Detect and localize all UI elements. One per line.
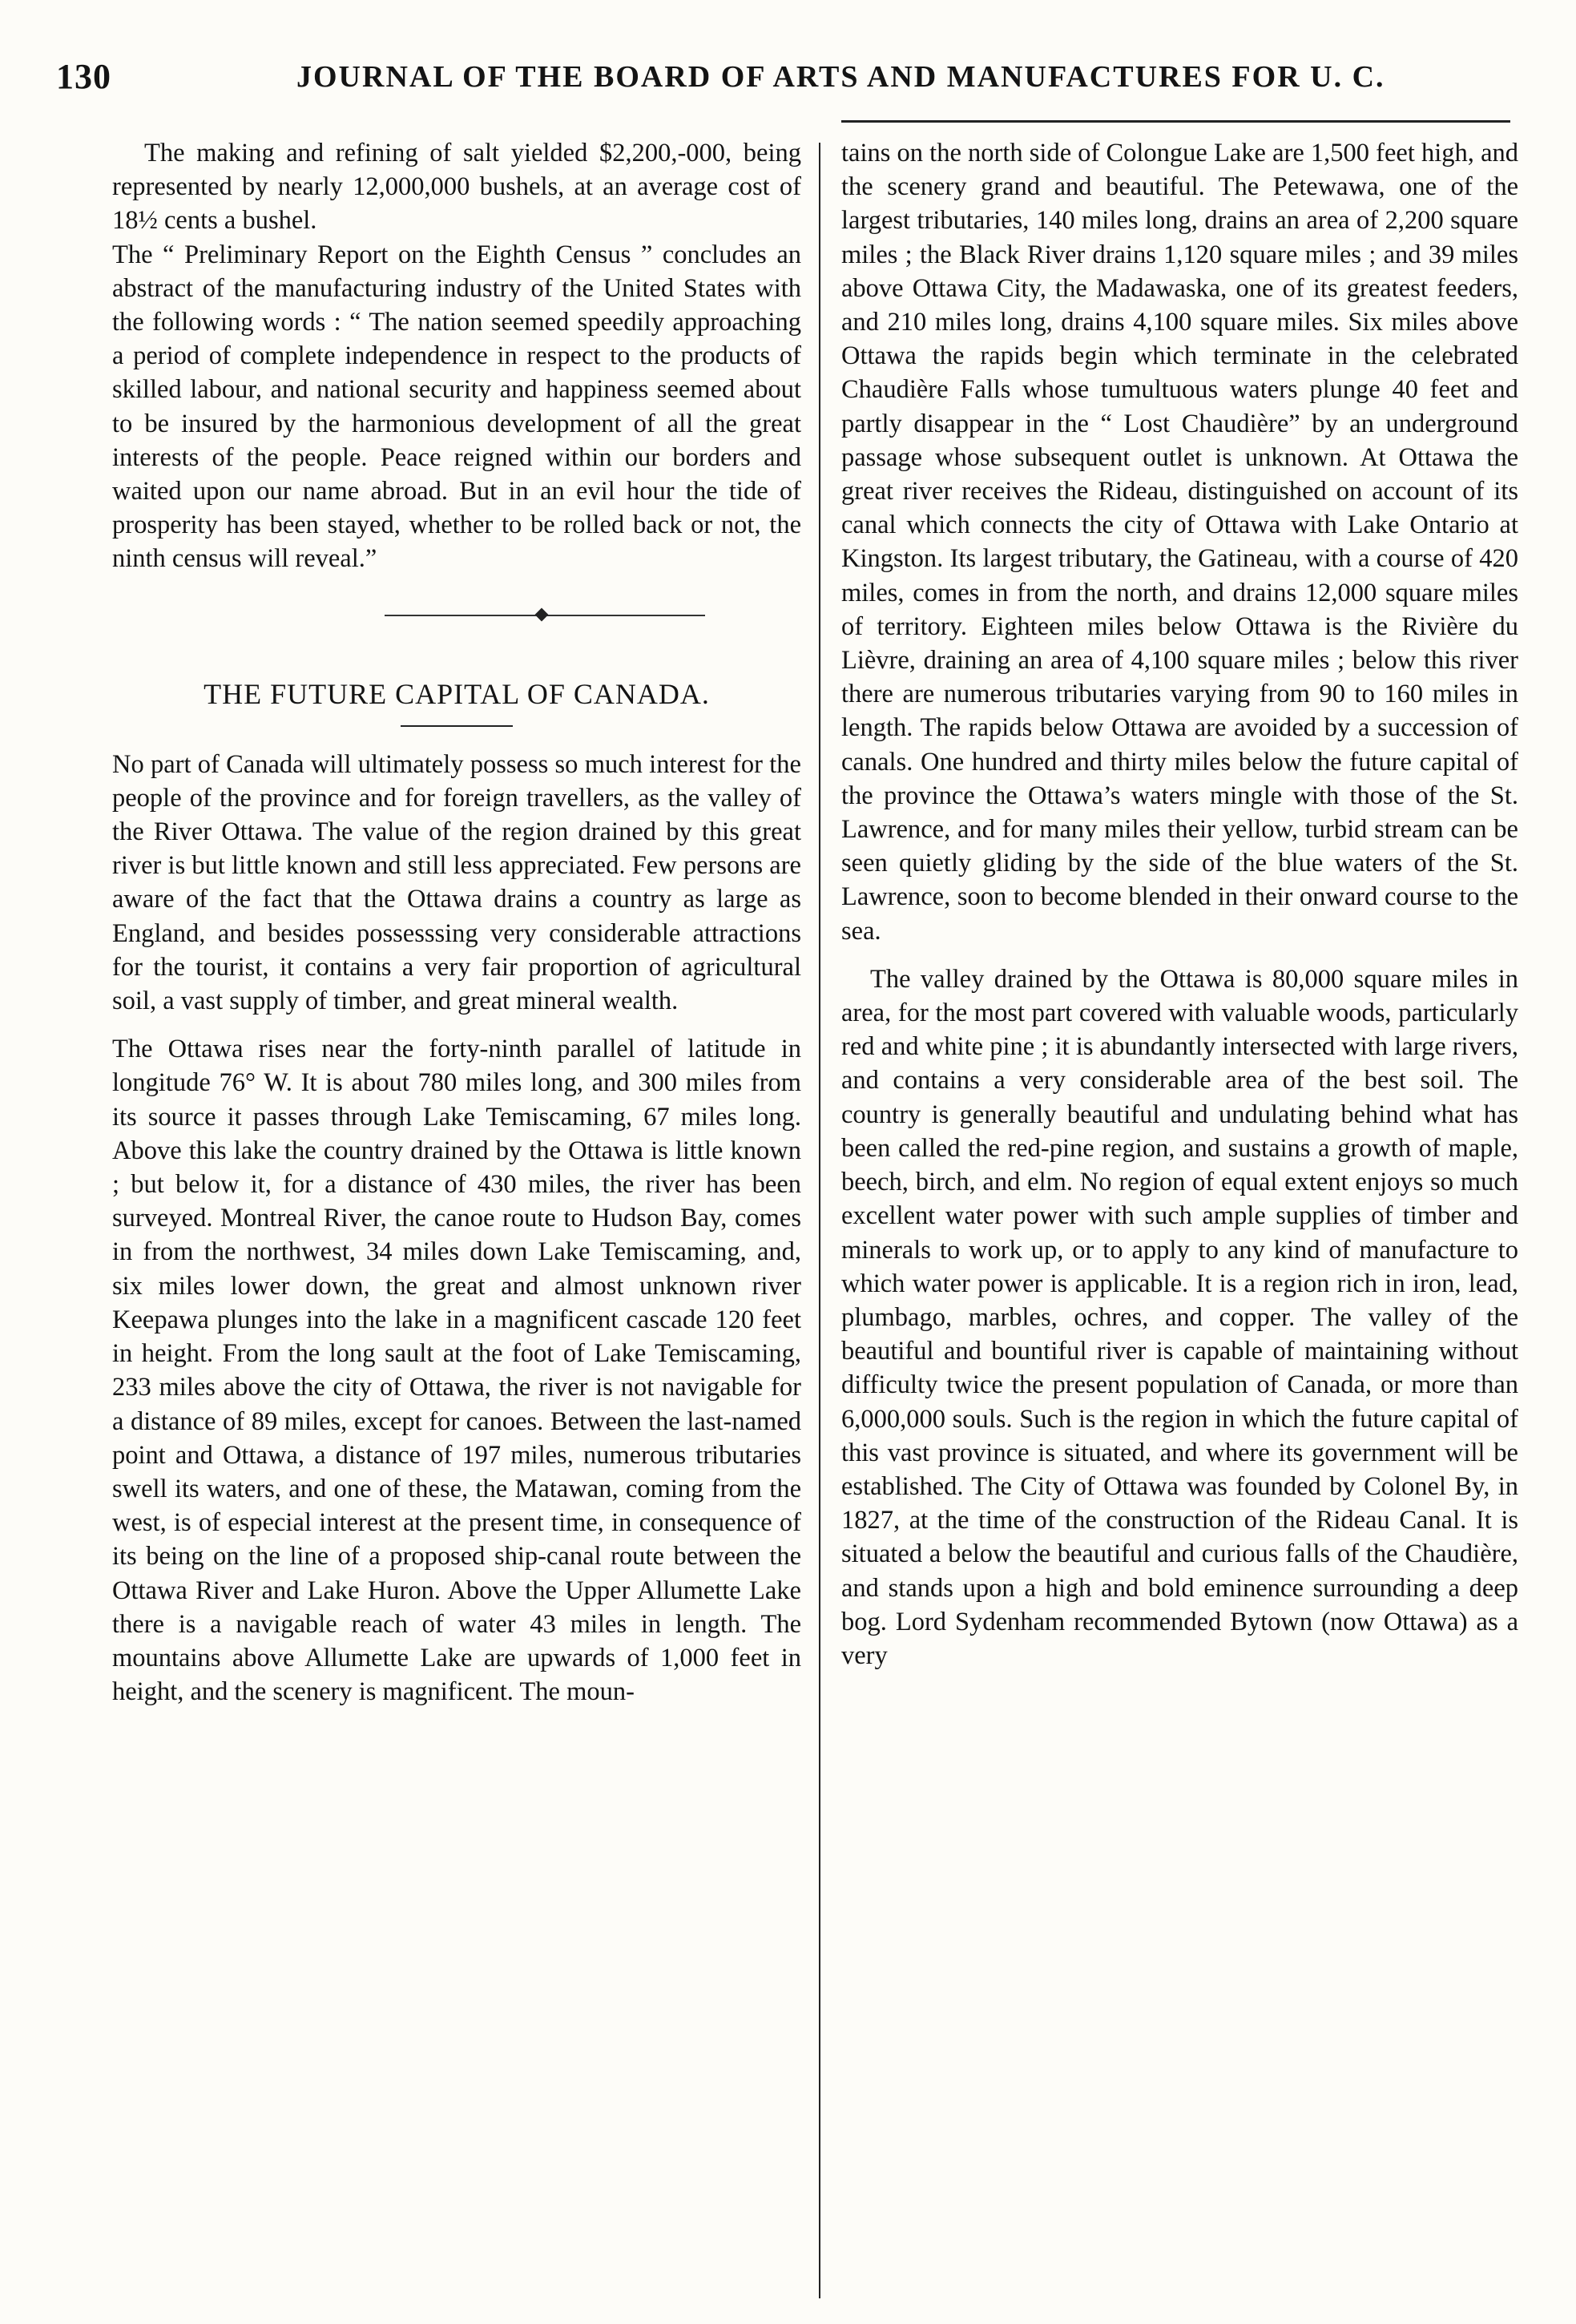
title-underline	[401, 725, 513, 727]
paragraph-tributaries: tains on the north side of Colongue Lake are 1,500 feet high, and the scenery grand and beautiful. The Petewawa, one of the largest tributaries, 140 miles long, drains an area of 2,200 square miles ; the Black River drains 1,120 square miles ; and 39 miles above Ottawa City, the Madawaska, one of its greatest feeders, and 210 miles long, drains 4,100 square miles. Six miles above Ottawa the rapids begin which terminate in the celebrated Chaudière Falls whose tumultuous waters plunge 40 feet and partly disappear in the “ Lost Chaudière” by an underground passage whose subsequent outlet is unknown. At Ottawa the great river receives the Rideau, distinguished on account of its canal which connects the city of Ottawa with Lake Ontario at Kingston. Its largest tributary, the Gatineau, with a course of 420 miles, comes in from the north, and drains 12,000 square miles of territory. Eighteen miles below Ottawa is the Rivière du Lièvre, draining an area of 4,100 square miles ; below this river there are numerous tributaries varying from 90 to 160 miles in length. The rapids below Ottawa are avoided by a succession of canals. One hundred and thirty miles below the future capital of the province the Ottawa’s waters mingle with those of the St. Lawrence, and for many miles their yellow, turbid stream can be seen quietly gliding by the side of the blue waters of the St. Lawrence, soon to become blended in their onward course to the sea.	[841, 139, 1518, 946]
paragraph-ottawa-geography: The Ottawa rises near the forty-ninth parallel of latitude in longitude 76° W. It is about 780 miles long, and 300 miles from its source it passes through Lake Temiscaming, 67 miles long. Above this lake the country drained by the Ottawa is little known ; but below it, for a distance of 430 miles, the river has been surveyed. Montreal River, the canoe route to Hudson Bay, comes in from the northwest, 34 miles down Lake Temiscaming, and, six miles lower down, the great and almost unknown river Keepawa plunges into the lake in a magnificent cascade 120 feet in height. From the long sault at the foot of Lake Temiscaming, 233 miles above the city of Ottawa, the river is not navigable for a distance of 89 miles, except for canoes. Between the last-named point and Ottawa, a distance of 197 miles, numerous tributaries swell its waters, and one of these, the Matawan, coming from the west, is of especial interest at the present time, in consequence of its being on the line of a proposed ship-canal route between the Ottawa River and Lake Huron. Above the Upper Allumette Lake there is a navigable reach of water 43 miles in length. The mountains above Allumette Lake are upwards of 1,000 feet in height, and the scenery is magnificent. The moun-	[112, 1035, 801, 1707]
running-header	[56, 48, 1510, 104]
paragraph-valley: The valley drained by the Ottawa is 80,000 square miles in area, for the most part covered with valuable woods, particularly red and white pine ; it is abundantly intersected with large rivers, and contains a very considerable area of the best soil. The country is generally beautiful and undulating behind what has been called the red-pine region, and sustains a growth of maple, beech, birch, and elm. No region of equal extent enjoys so much excellent water power with such ample supplies of timber and minerals to work up, or to apply to any kind of manufacture to which water power is applicable. It is a region rich in iron, lead, plumbago, marbles, ochres, and copper. The valley of the beautiful and bountiful river is capable of maintaining without difficulty twice the present population of Canada, or more than 6,000,000 souls. Such is the region in which the future capital of this vast province is situated, and where its government will be established. The City of Ottawa was founded by Colonel By, in 1827, at the time of the construction of the Rideau Canal. It is situated a below the beautiful and curious falls of the Chaudière, and stands upon a high and bold eminence surrounding a deep bog. Lord Sydenham recommended Bytown (now Ottawa) as a very	[841, 964, 1518, 1670]
left-column	[112, 136, 801, 1709]
column-divider	[819, 143, 820, 2298]
paragraph-ottawa-intro: No part of Canada will ultimately possess so much interest for the people of the province and for foreign travellers, as the valley of the River Ottawa. The value of the region drained by this great river is but little known and still less appreciated. Few persons are aware of the fact that the Ottawa drains a country as large as England, and besides possesssing very considerable attractions for the tourist, it contains a very fair proportion of agricultural soil, a vast supply of timber, and great mineral wealth.	[112, 749, 801, 1016]
journal-title: JOURNAL OF THE BOARD OF ARTS AND MANUFACTURES FOR U. C.	[296, 60, 1385, 94]
paragraph-salt: The making and refining of salt yielded $2,200,-000, being represented by nearly 12,000,000 bushels, at an average cost of 18½ cents a bushel.	[112, 139, 801, 236]
page-number: 130	[56, 57, 111, 96]
paragraph-census-report: The “ Preliminary Report on the Eighth Census ” concludes an abstract of the manufacturing industry of the United States with the following words : “ The nation seemed speedily approaching a period of complete independence in respect to the products of skilled labour, and national security and happiness seemed about to be insured by the harmonious development of all the great interests of the people. Peace reigned within our borders and waited upon our name abroad. But in an evil hour the tide of prosperity has been stayed, whether to be rolled back or not, the ninth census will reveal.”	[112, 240, 801, 574]
divider-diamond-icon	[535, 607, 549, 621]
right-column	[841, 136, 1518, 1672]
ornamental-divider	[112, 592, 801, 626]
header-rule	[841, 120, 1510, 123]
article-title: THE FUTURE CAPITAL OF CANADA.	[204, 677, 710, 710]
